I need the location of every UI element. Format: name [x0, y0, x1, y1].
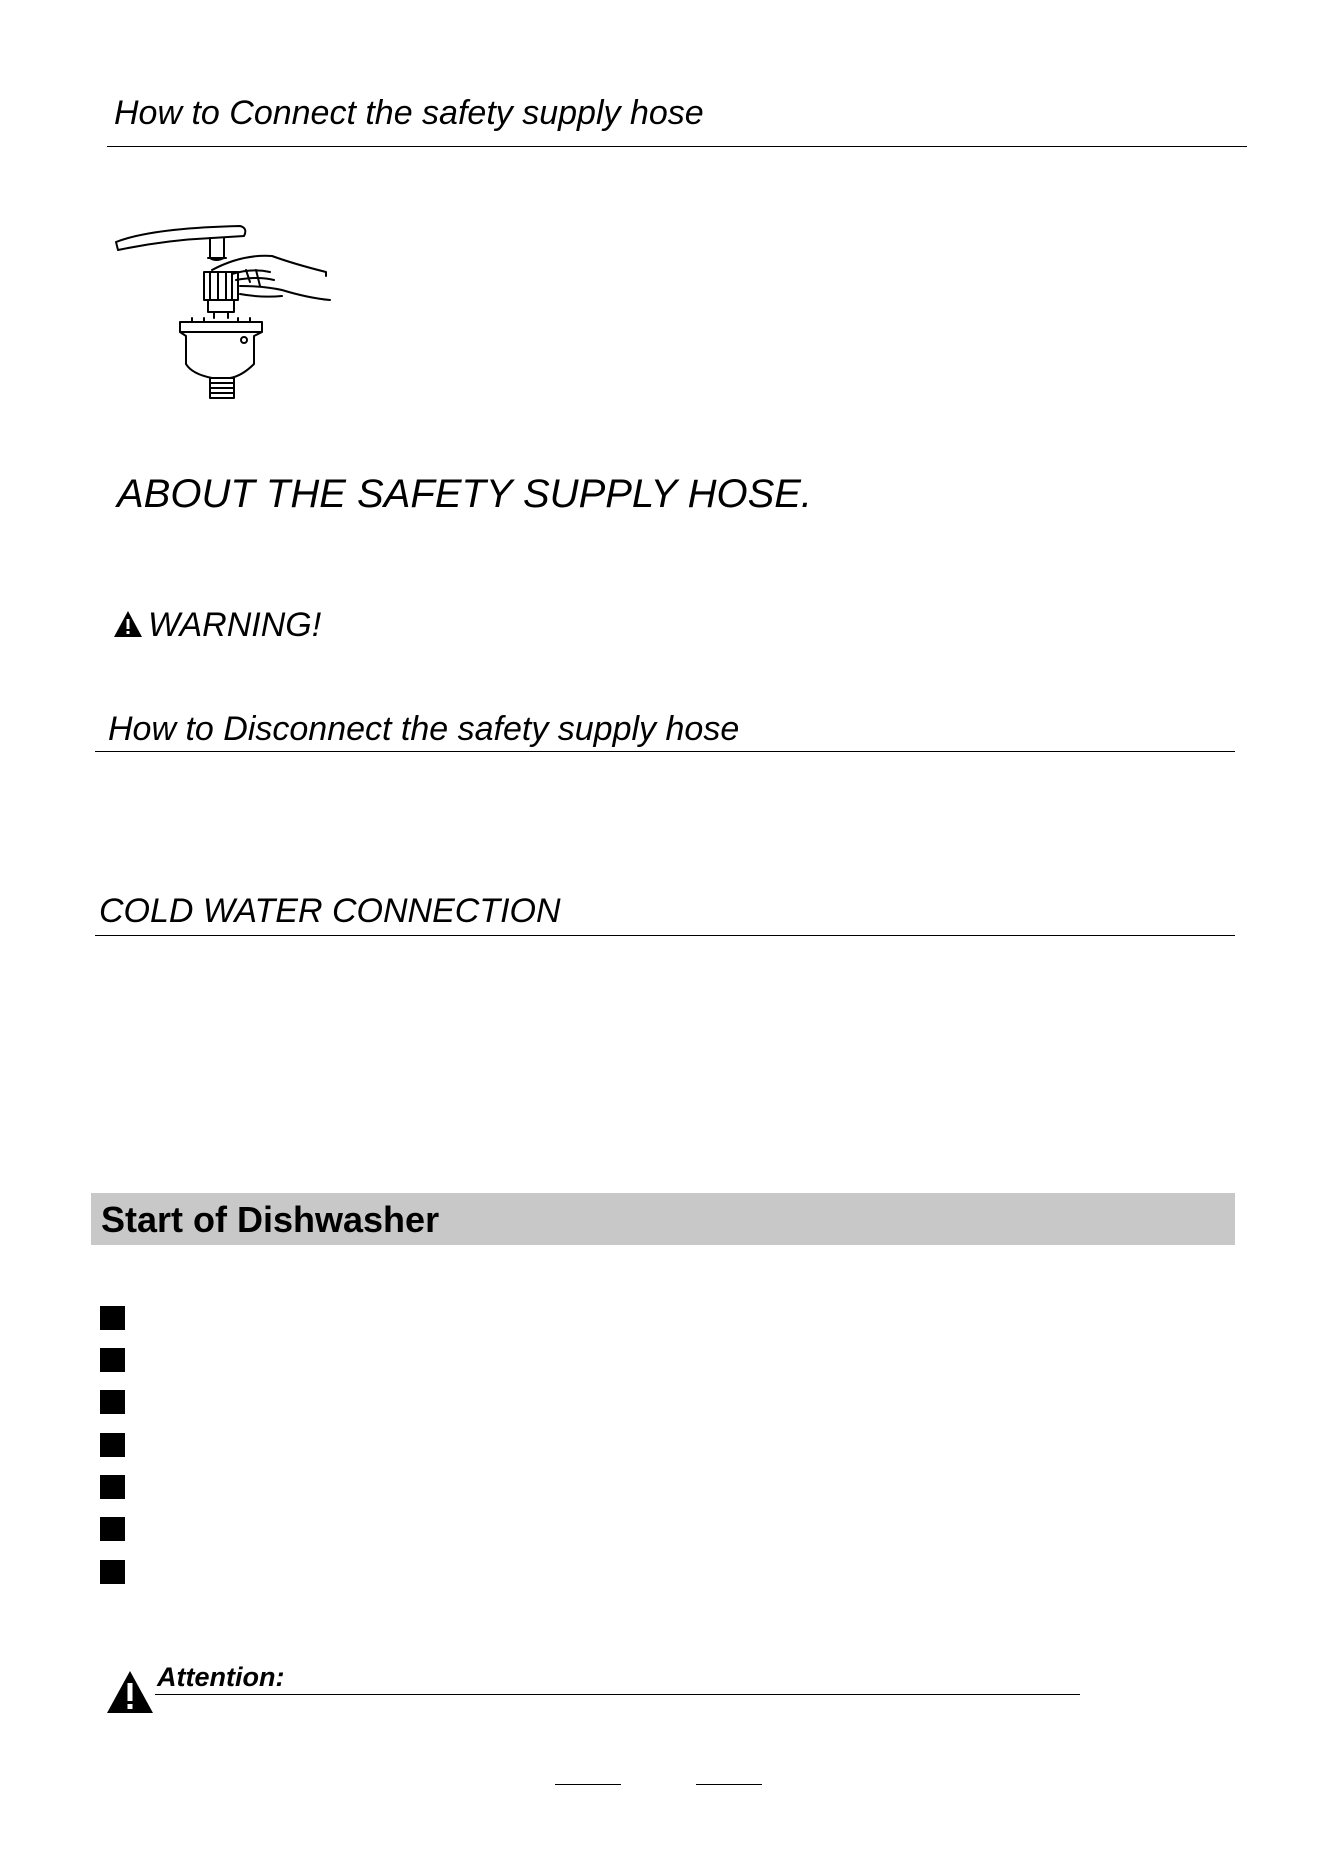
disconnect-heading: How to Disconnect the safety supply hose	[108, 710, 740, 748]
attention-rule	[155, 1694, 1080, 1695]
list-item	[100, 1306, 125, 1330]
list-item	[100, 1560, 125, 1584]
list-item	[100, 1433, 125, 1457]
attention-icon	[106, 1670, 154, 1714]
warning-label: WARNING!	[148, 606, 322, 644]
connect-heading: How to Connect the safety supply hose	[114, 94, 704, 132]
list-item	[100, 1517, 125, 1541]
disconnect-rule	[95, 751, 1235, 752]
list-item	[100, 1475, 125, 1499]
attention-label: Attention:	[157, 1662, 285, 1692]
blank-line-left	[555, 1784, 621, 1785]
list-item	[100, 1390, 125, 1414]
start-heading: Start of Dishwasher	[101, 1199, 440, 1240]
cold-water-rule	[95, 935, 1235, 936]
connect-rule	[107, 146, 1247, 147]
list-item	[100, 1348, 125, 1372]
warning-icon	[113, 610, 143, 638]
faucet-hose-illustration	[112, 214, 342, 404]
cold-water-heading: COLD WATER CONNECTION	[99, 892, 561, 930]
blank-line-right	[696, 1784, 762, 1785]
about-heading: ABOUT THE SAFETY SUPPLY HOSE.	[117, 472, 813, 516]
start-banner	[91, 1193, 1235, 1245]
